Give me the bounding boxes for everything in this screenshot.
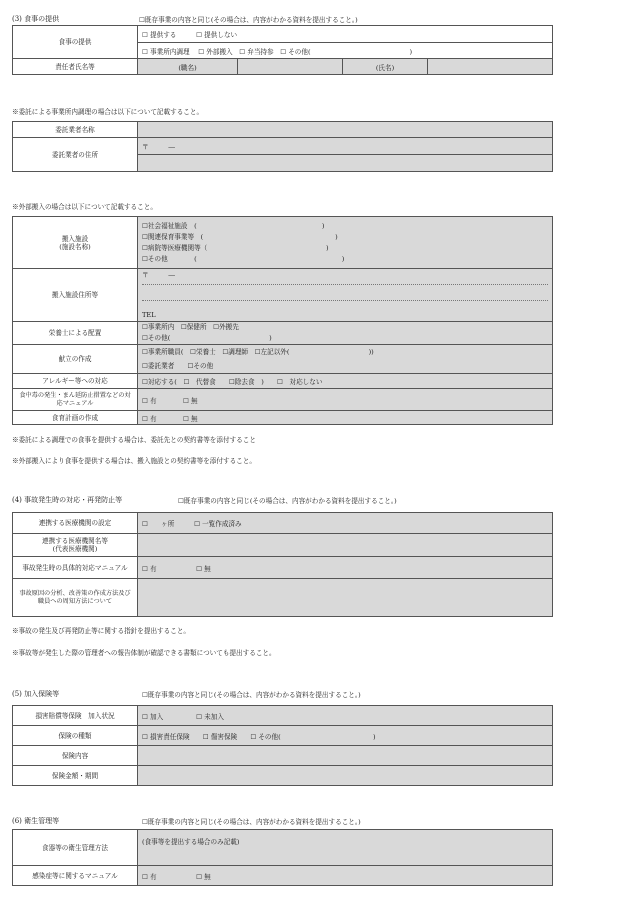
liability-insurance-label: 損害賠償等保険 加入状況 — [13, 706, 138, 726]
responsible-title-field[interactable] — [238, 59, 343, 75]
insurance-type-label: 保険の種類 — [13, 726, 138, 746]
accident-analysis-label: 事故原因の分析、改善策の作成方法及び職員への周知方法について — [13, 579, 138, 617]
dietitian-options[interactable] — [138, 322, 553, 345]
responsible-name-caption: (氏名) — [343, 59, 428, 75]
contractor-address-field[interactable] — [138, 155, 553, 172]
accident-table — [12, 512, 553, 617]
dietitian-label: 栄養士による配置 — [13, 322, 138, 345]
menu-creation-line1[interactable]: ☐事業所職員( ☐栄養士 ☐調理師 ☐左記以外( )) — [142, 348, 374, 356]
infection-manual-options[interactable]: ☐ 有 ☐ 無 — [138, 866, 553, 886]
facility-options[interactable] — [138, 217, 553, 269]
insurance-section-title: (5) 加入保険等 — [12, 690, 60, 698]
insurance-same-as-existing-checkbox[interactable]: ☐既存事業の内容と同じ(その場合は、内容がわかる資料を提出すること。) — [142, 691, 361, 699]
food-education-options[interactable]: ☐ 有 ☐ 無 — [138, 411, 553, 425]
contractor-postal-field[interactable]: 〒 ― — [138, 138, 553, 155]
accident-same-as-existing-checkbox[interactable]: ☐既存事業の内容と同じ(その場合は、内容がわかる資料を提出すること。) — [178, 497, 397, 505]
tableware-hygiene-label: 食器等の衛生管理方法 — [13, 830, 138, 866]
hygiene-same-as-existing-checkbox[interactable]: ☐既存事業の内容と同じ(その場合は、内容がわかる資料を提出すること。) — [142, 818, 361, 826]
tableware-hygiene-field[interactable]: (食事等を提出する場合のみ記載) — [138, 830, 553, 866]
food-education-label: 食育計画の作成 — [13, 411, 138, 425]
insurance-table — [12, 705, 553, 786]
contract-note-external: ※外部搬入により食事を提供する場合は、搬入施設との契約書等を添付すること。 — [12, 457, 256, 465]
meal-provision-options[interactable]: ☐ 提供する ☐ 提供しない — [138, 26, 553, 43]
insurance-content-label: 保険内容 — [13, 746, 138, 766]
outsourced-table — [12, 121, 553, 172]
facility-tel: TEL — [142, 311, 156, 319]
accident-note-guideline: ※事故の発生及び再発防止等に関する指針を提出すること。 — [12, 627, 191, 635]
responsible-name-field[interactable] — [428, 59, 553, 75]
medical-setup-label: 連携する医療機関の設定 — [13, 513, 138, 534]
dietitian-options-line1[interactable]: ☐事業所内 ☐保健所 ☐外搬先 — [142, 323, 239, 331]
facility-address-line — [142, 285, 548, 301]
insurance-type-options[interactable]: ☐ 損害責任保険 ☐ 傷害保険 ☐ その他( ) — [138, 726, 553, 746]
allergy-options[interactable]: ☐対応する( ☐ 代替食 ☐除去食 ) ☐ 対応しない — [138, 374, 553, 389]
food-poisoning-manual-label: 食中毒の発生・まん延防止措置などの対応マニュアル — [13, 389, 138, 411]
accident-manual-label: 事故発生時の具体的対応マニュアル — [13, 557, 138, 579]
facility-option-childcare[interactable]: ☐関連保育事業等 ( ) — [142, 233, 338, 241]
contract-note-outsourced: ※委託による調理での食事を提供する場合は、委託先との契約書等を添付すること — [12, 436, 256, 444]
insurance-amount-label: 保険金額・期間 — [13, 766, 138, 786]
facility-address-field[interactable] — [138, 269, 553, 322]
menu-creation-line2[interactable]: ☐委託業者 ☐その他 — [142, 362, 214, 370]
infection-manual-label: 感染症等に関するマニュアル — [13, 866, 138, 886]
outsourced-note: ※委託による事業所内調理の場合は以下について記載すること。 — [12, 108, 204, 116]
allergy-label: アレルギー等への対応 — [13, 374, 138, 389]
accident-section-title: (4) 事故発生時の対応・再発防止等 — [12, 496, 123, 504]
insurance-content-field[interactable] — [138, 746, 553, 766]
facility-postal: 〒 ― — [142, 269, 548, 285]
meal-method-options[interactable]: ☐ 事業所内調理 ☐ 外部搬入 ☐ 弁当持参 ☐ その他( ) — [138, 43, 553, 59]
contractor-address-label: 委託業者の住所 — [13, 138, 138, 172]
hygiene-table — [12, 829, 553, 886]
facility-option-welfare[interactable]: ☐社会福祉施設 ( ) — [142, 222, 325, 230]
facility-address-label: 搬入施設住所等 — [13, 269, 138, 322]
menu-creation-options[interactable] — [138, 345, 553, 374]
insurance-amount-field[interactable] — [138, 766, 553, 786]
responsible-person-label: 責任者氏名等 — [13, 59, 138, 75]
menu-creation-label: 献立の作成 — [13, 345, 138, 374]
responsible-title-caption: (職名) — [138, 59, 238, 75]
facility-label: 搬入施設 (施設名称) — [13, 217, 138, 269]
meal-same-as-existing-checkbox[interactable]: ☐既存事業の内容と同じ(その場合は、内容がわかる資料を提出すること。) — [139, 16, 358, 24]
food-poisoning-manual-options[interactable]: ☐ 有 ☐ 無 — [138, 389, 553, 411]
medical-name-field[interactable] — [138, 534, 553, 557]
accident-analysis-field[interactable] — [138, 579, 553, 617]
medical-name-label: 連携する医療機関名等 (代表医療機関) — [13, 534, 138, 557]
meal-provision-label: 食事の提供 — [13, 26, 138, 59]
accident-manual-options[interactable]: ☐ 有 ☐ 無 — [138, 557, 553, 579]
contractor-name-label: 委託業者名称 — [13, 122, 138, 138]
medical-setup-options[interactable]: ☐ ヶ所 ☐ 一覧作成済み — [138, 513, 553, 534]
facility-option-medical[interactable]: ☐病院等医療機関等（ ) — [142, 244, 329, 252]
hygiene-section-title: (6) 衛生管理等 — [12, 817, 60, 825]
accident-note-report: ※事故等が発生した際の管理者への報告体制が確認できる書類についても提出すること。 — [12, 649, 276, 657]
external-table — [12, 216, 553, 425]
dietitian-options-line2[interactable]: ☐その他( ) — [142, 334, 272, 342]
contractor-name-field[interactable] — [138, 122, 553, 138]
facility-option-other[interactable]: ☐その他 ( ) — [142, 255, 345, 263]
meal-section-title: (3) 食事の提供 — [12, 15, 60, 23]
external-note: ※外部搬入の場合は以下について記載すること。 — [12, 203, 157, 211]
liability-insurance-options[interactable]: ☐ 加入 ☐ 未加入 — [138, 706, 553, 726]
meal-table — [12, 25, 553, 75]
